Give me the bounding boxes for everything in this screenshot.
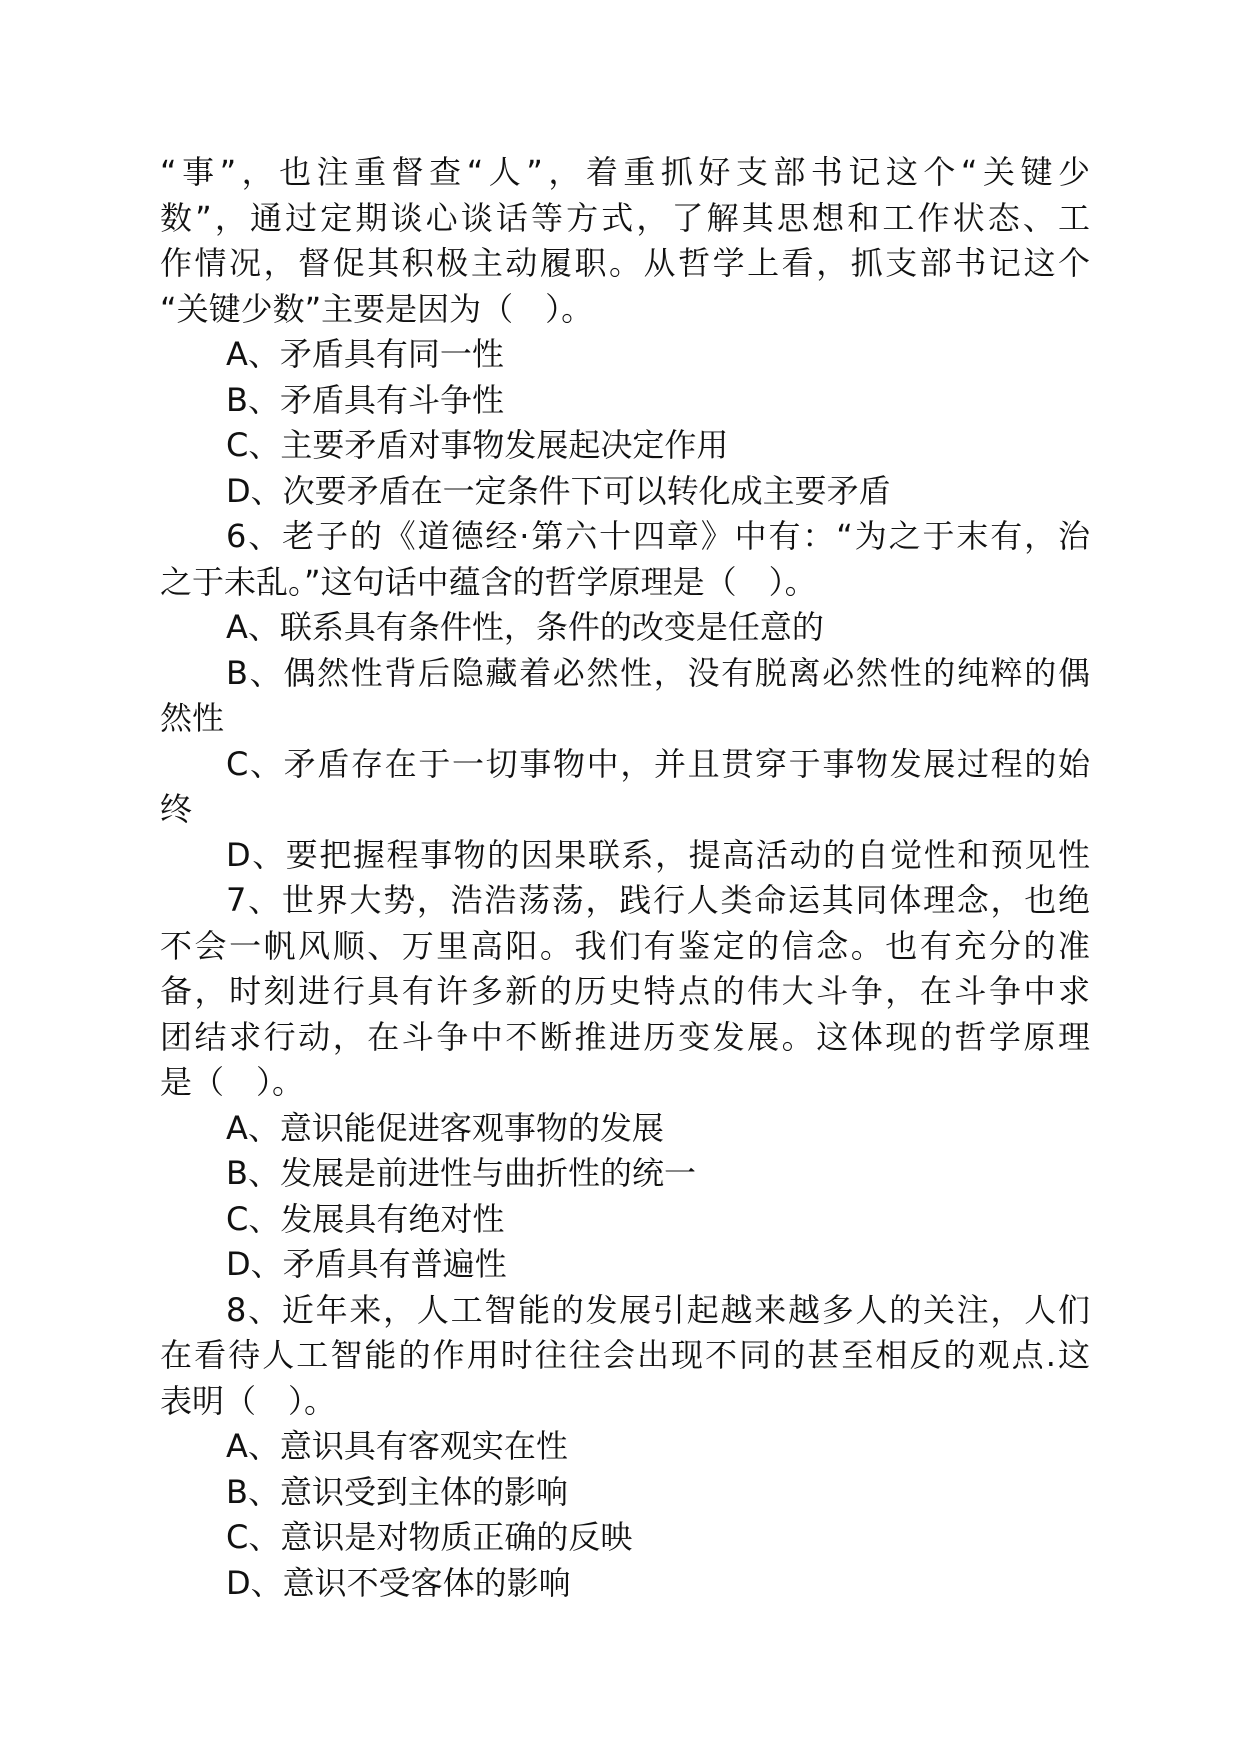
question-5-stem-end: “关键少数”主要是因为（ ）。	[160, 289, 594, 328]
option-b: B、矛盾具有斗争性	[226, 380, 504, 419]
question-6-stem: 6、老子的《道德经·第六十四章》中有：“为之于末有，治	[226, 517, 1090, 555]
option-a: A、矛盾具有同一性	[226, 335, 504, 373]
option-c: C、发展具有绝对性	[226, 1199, 505, 1238]
option-c: C、矛盾存在于一切事物中，并且贯穿于事物发展过程的始	[226, 744, 1090, 783]
option-c: C、主要矛盾对事物发展起决定作用	[226, 426, 729, 464]
option-c: C、意识是对物质正确的反映	[226, 1518, 633, 1556]
text-line: 在看待人工智能的作用时往往会出现不同的甚至相反的观点.这	[160, 1336, 1090, 1374]
question-6-stem-end: 之于未乱。”这句话中蕴含的哲学原理是（ ）。	[160, 562, 817, 601]
text-line: 数”，通过定期谈心谈话等方式，了解其思想和工作状态、工	[160, 198, 1090, 237]
option-a: A、联系具有条件性，条件的改变是任意的	[226, 608, 824, 646]
question-8-stem: 8、近年来，人工智能的发展引起越来越多人的关注，人们	[226, 1290, 1090, 1329]
option-a: A、意识能促进客观事物的发展	[226, 1108, 664, 1147]
document-page	[160, 150, 1090, 1606]
option-b: B、意识受到主体的影响	[226, 1472, 568, 1511]
question-8-stem-end: 表明（ ）。	[160, 1381, 337, 1420]
text-line: 作情况，督促其积极主动履职。从哲学上看，抓支部书记这个	[160, 244, 1090, 282]
text-line: 团结求行动，在斗争中不断推进历变发展。这体现的哲学原理	[160, 1017, 1090, 1056]
option-c-continued: 终	[160, 790, 193, 828]
text-line: 不会一帆风顺、万里高阳。我们有鉴定的信念。也有充分的准	[160, 926, 1090, 965]
option-d: D、意识不受客体的影响	[226, 1563, 571, 1602]
option-d: D、要把握程事物的因果联系，提高活动的自觉性和预见性	[226, 835, 1090, 874]
question-7-stem-end: 是（ ）。	[160, 1063, 305, 1101]
text-line: “事”，也注重督查“人”，着重抓好支部书记这个“关键少	[160, 153, 1090, 191]
text-line: 备，时刻进行具有许多新的历史特点的伟大斗争，在斗争中求	[160, 972, 1090, 1010]
option-b: B、发展是前进性与曲折性的统一	[226, 1154, 696, 1192]
option-b: B、偶然性背后隐藏着必然性，没有脱离必然性的纯粹的偶	[226, 653, 1090, 692]
option-a: A、意识具有客观实在性	[226, 1427, 568, 1465]
option-d: D、矛盾具有普遍性	[226, 1245, 507, 1283]
option-b-continued: 然性	[160, 699, 225, 737]
question-7-stem: 7、世界大势，浩浩荡荡，践行人类命运其同体理念，也绝	[226, 881, 1090, 919]
option-d: D、次要矛盾在一定条件下可以转化成主要矛盾	[226, 471, 891, 510]
